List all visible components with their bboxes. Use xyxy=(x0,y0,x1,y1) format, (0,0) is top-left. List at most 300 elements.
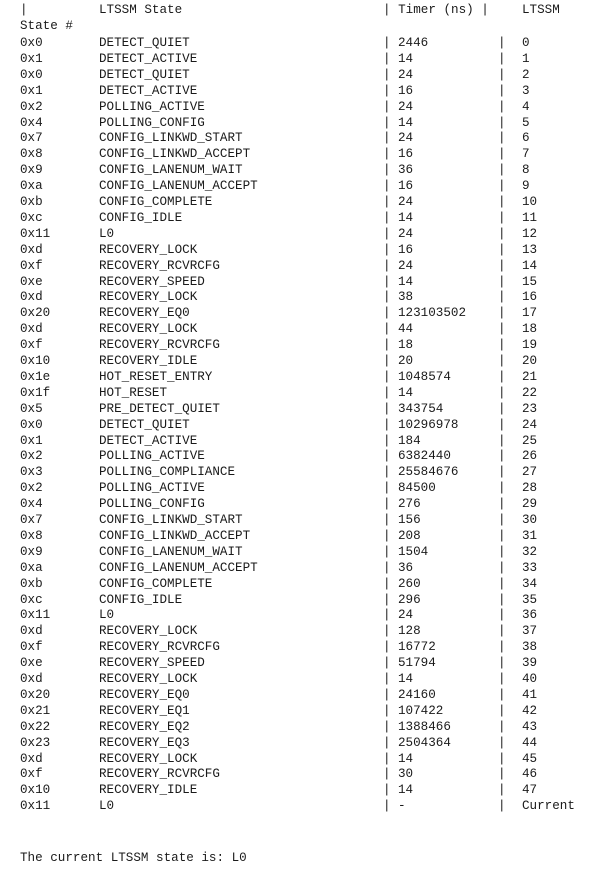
ltssm-index-cell: 16 xyxy=(522,290,538,305)
ltssm-state-cell: L0 xyxy=(99,226,115,241)
ltssm-index-cell: 0 xyxy=(522,36,530,50)
timer-cell: 1504 xyxy=(398,544,429,559)
ltssm-index-cell: 39 xyxy=(522,656,538,671)
ltssm-state-cell: POLLING_CONFIG xyxy=(99,115,205,130)
state-cell: 0x1f xyxy=(20,385,51,400)
state-cell: 0x11 xyxy=(20,226,51,241)
column-separator: | xyxy=(498,735,506,750)
column-separator: | xyxy=(383,51,391,66)
timer-cell: 24 xyxy=(398,608,414,623)
column-separator: | xyxy=(498,179,506,194)
ltssm-index-cell: 43 xyxy=(522,719,538,734)
timer-cell: 24 xyxy=(398,226,414,241)
state-cell: 0xd xyxy=(20,672,43,686)
ltssm-state-cell: RECOVERY_EQ1 xyxy=(99,703,190,718)
timer-cell: 16772 xyxy=(398,640,436,655)
state-cell: 0x10 xyxy=(20,354,51,368)
column-separator: | xyxy=(498,528,506,543)
column-separator: | xyxy=(498,147,506,162)
column-separator: | xyxy=(383,497,391,512)
ltssm-state-cell: RECOVERY_LOCK xyxy=(99,242,198,257)
ltssm-state-cell: DETECT_ACTIVE xyxy=(99,433,198,448)
column-separator: | xyxy=(383,115,391,130)
state-cell: 0x2 xyxy=(20,449,43,464)
column-separator: | xyxy=(498,306,506,321)
column-separator: | xyxy=(498,322,506,337)
ltssm-index-cell: 31 xyxy=(522,528,538,543)
column-separator: | xyxy=(498,576,506,591)
ltssm-index-cell: 47 xyxy=(522,783,538,798)
ltssm-state-cell: RECOVERY_IDLE xyxy=(99,354,198,368)
column-separator: | xyxy=(498,385,506,400)
state-cell: 0x11 xyxy=(20,608,51,623)
state-cell: 0x10 xyxy=(20,783,51,798)
column-separator: | xyxy=(383,560,391,575)
ltssm-index-cell: 36 xyxy=(522,608,538,623)
column-separator: | xyxy=(383,258,391,273)
state-cell: 0x1e xyxy=(20,369,51,384)
column-separator: | xyxy=(383,767,391,782)
ltssm-state-cell: RECOVERY_RCVRCFG xyxy=(99,640,220,655)
state-cell: 0xb xyxy=(20,576,43,591)
column-separator: | xyxy=(383,735,391,750)
ltssm-index-cell: 46 xyxy=(522,767,538,782)
column-separator: | xyxy=(383,544,391,559)
timer-cell: 1388466 xyxy=(398,719,451,734)
ltssm-index-cell: 11 xyxy=(522,210,538,225)
state-cell: 0x5 xyxy=(20,401,43,416)
state-cell: 0x22 xyxy=(20,719,51,734)
state-cell: 0xe xyxy=(20,274,43,289)
column-separator: | xyxy=(383,465,391,480)
state-cell: 0x0 xyxy=(20,67,43,82)
column-separator: | xyxy=(498,242,506,257)
column-separator: | xyxy=(498,767,506,782)
state-cell: 0xf xyxy=(20,640,43,655)
column-separator: | xyxy=(383,528,391,543)
state-cell: 0xf xyxy=(20,258,43,273)
ltssm-state-cell: CONFIG_LINKWD_ACCEPT xyxy=(99,147,251,162)
column-separator: | xyxy=(383,210,391,225)
column-separator: | xyxy=(383,449,391,464)
ltssm-index-cell: 40 xyxy=(522,672,538,686)
column-separator: | xyxy=(498,274,506,289)
column-separator: | xyxy=(383,322,391,337)
ltssm-state-cell: CONFIG_LANENUM_ACCEPT xyxy=(99,179,258,194)
ltssm-state-cell: RECOVERY_IDLE xyxy=(99,783,198,798)
ltssm-state-cell: L0 xyxy=(99,799,115,814)
column-separator: | xyxy=(383,640,391,655)
state-cell: 0xd xyxy=(20,751,43,766)
state-cell: 0x20 xyxy=(20,687,51,702)
ltssm-state-cell: RECOVERY_LOCK xyxy=(99,322,198,337)
timer-cell: 36 xyxy=(398,163,414,178)
column-separator: | xyxy=(498,163,506,178)
state-cell: 0xa xyxy=(20,560,43,575)
timer-cell: 24 xyxy=(398,258,414,273)
ltssm-index-cell: 45 xyxy=(522,751,538,766)
column-separator: | xyxy=(498,560,506,575)
state-cell: 0xa xyxy=(20,179,43,194)
state-cell: 0x7 xyxy=(20,131,43,146)
column-separator: | xyxy=(383,83,391,98)
column-separator: | xyxy=(383,513,391,527)
timer-cell: 16 xyxy=(398,179,414,194)
column-separator: | xyxy=(498,131,506,146)
ltssm-state-cell: POLLING_ACTIVE xyxy=(99,99,205,114)
timer-cell: 128 xyxy=(398,624,421,639)
timer-cell: 208 xyxy=(398,528,421,543)
state-cell: 0x11 xyxy=(20,799,51,814)
ltssm-index-cell: 2 xyxy=(522,67,530,82)
column-separator: | xyxy=(498,354,506,368)
column-separator: | xyxy=(383,385,391,400)
column-separator: | xyxy=(498,656,506,671)
column-separator: | xyxy=(383,163,391,178)
state-cell: 0xb xyxy=(20,195,43,209)
ltssm-state-cell: CONFIG_IDLE xyxy=(99,592,183,607)
ltssm-index-cell: 21 xyxy=(522,369,538,384)
timer-cell: 14 xyxy=(398,672,414,686)
timer-cell: 24 xyxy=(398,195,414,209)
column-separator: | xyxy=(383,67,391,82)
column-separator: | xyxy=(383,354,391,368)
header-state-number: State # xyxy=(20,19,73,33)
ltssm-state-cell: RECOVERY_RCVRCFG xyxy=(99,258,220,273)
state-cell: 0xd xyxy=(20,290,43,305)
column-separator: | xyxy=(383,290,391,305)
ltssm-index-cell: 3 xyxy=(522,83,530,98)
ltssm-state-cell: L0 xyxy=(99,608,115,623)
ltssm-index-cell: 23 xyxy=(522,401,538,416)
ltssm-index-cell: 18 xyxy=(522,322,538,337)
ltssm-index-cell: 42 xyxy=(522,703,538,718)
column-separator: | xyxy=(383,751,391,766)
column-separator: | xyxy=(498,544,506,559)
state-cell: 0x4 xyxy=(20,115,43,130)
ltssm-state-cell: POLLING_COMPLIANCE xyxy=(99,465,236,480)
column-separator: | xyxy=(498,290,506,305)
ltssm-state-cell: RECOVERY_EQ2 xyxy=(99,719,190,734)
ltssm-index-cell: 38 xyxy=(522,640,538,655)
ltssm-index-cell: 37 xyxy=(522,624,538,639)
table-header xyxy=(0,2,560,18)
timer-cell: 16 xyxy=(398,147,414,162)
ltssm-index-cell: 9 xyxy=(522,179,530,194)
ltssm-state-cell: RECOVERY_RCVRCFG xyxy=(99,767,220,782)
column-separator: | xyxy=(498,51,506,66)
timer-cell: 14 xyxy=(398,210,414,225)
ltssm-state-cell: RECOVERY_SPEED xyxy=(99,274,205,289)
timer-cell: 14 xyxy=(398,385,414,400)
timer-cell: 260 xyxy=(398,576,421,591)
column-separator: | xyxy=(383,274,391,289)
timer-cell: - xyxy=(398,799,406,814)
ltssm-state-cell: PRE_DETECT_QUIET xyxy=(99,401,220,416)
header-ltssm-index: LTSSM xyxy=(522,3,560,17)
ltssm-index-cell: 44 xyxy=(522,735,538,750)
ltssm-index-cell: 7 xyxy=(522,147,530,162)
ltssm-index-cell: 29 xyxy=(522,497,538,512)
ltssm-index-cell: 13 xyxy=(522,242,538,257)
timer-cell: 14 xyxy=(398,115,414,130)
column-separator: | xyxy=(498,751,506,766)
timer-cell: 296 xyxy=(398,592,421,607)
header-ltssm-state: LTSSM State xyxy=(99,3,183,17)
column-separator: | xyxy=(383,799,391,814)
column-separator: | xyxy=(383,306,391,321)
column-separator: | xyxy=(383,401,391,416)
timer-cell: 51794 xyxy=(398,656,436,671)
column-separator: | xyxy=(498,640,506,655)
ltssm-index-cell: 35 xyxy=(522,592,538,607)
ltssm-index-cell: 14 xyxy=(522,258,538,273)
timer-cell: 84500 xyxy=(398,481,436,496)
state-cell: 0x8 xyxy=(20,147,43,162)
column-separator: | xyxy=(383,672,391,686)
column-separator: | xyxy=(383,147,391,162)
state-cell: 0xf xyxy=(20,767,43,782)
column-separator: | xyxy=(498,226,506,241)
ltssm-index-cell: 1 xyxy=(522,51,530,66)
column-separator: | xyxy=(498,497,506,512)
column-separator: | xyxy=(498,401,506,416)
state-cell: 0x8 xyxy=(20,528,43,543)
ltssm-state-cell: RECOVERY_LOCK xyxy=(99,624,198,639)
header-bar: | xyxy=(20,3,28,17)
state-cell: 0x9 xyxy=(20,544,43,559)
ltssm-index-cell: 26 xyxy=(522,449,538,464)
column-separator: | xyxy=(383,338,391,353)
column-separator: | xyxy=(498,592,506,607)
state-cell: 0x21 xyxy=(20,703,51,718)
ltssm-index-cell: 32 xyxy=(522,544,538,559)
column-separator: | xyxy=(498,608,506,623)
state-cell: 0x2 xyxy=(20,99,43,114)
table-header-row2 xyxy=(0,18,73,34)
ltssm-index-cell: 28 xyxy=(522,481,538,496)
ltssm-state-cell: DETECT_ACTIVE xyxy=(99,83,198,98)
timer-cell: 343754 xyxy=(398,401,444,416)
state-cell: 0x0 xyxy=(20,36,43,50)
timer-cell: 156 xyxy=(398,513,421,527)
state-cell: 0xe xyxy=(20,656,43,671)
ltssm-index-cell: 34 xyxy=(522,576,538,591)
ltssm-state-cell: DETECT_QUIET xyxy=(99,36,190,50)
ltssm-state-cell: CONFIG_LANENUM_WAIT xyxy=(99,544,243,559)
state-cell: 0x20 xyxy=(20,306,51,321)
state-cell: 0x0 xyxy=(20,417,43,432)
column-separator: | xyxy=(498,624,506,639)
timer-cell: 14 xyxy=(398,751,414,766)
state-cell: 0x1 xyxy=(20,433,43,448)
column-separator: | xyxy=(498,369,506,384)
state-cell: 0xd xyxy=(20,242,43,257)
column-separator: | xyxy=(383,417,391,432)
column-separator: | xyxy=(383,719,391,734)
column-separator: | xyxy=(383,179,391,194)
ltssm-state-cell: DETECT_QUIET xyxy=(99,67,190,82)
ltssm-index-cell: 20 xyxy=(522,354,538,368)
timer-cell: 44 xyxy=(398,322,414,337)
column-separator: | xyxy=(498,703,506,718)
timer-cell: 123103502 xyxy=(398,306,467,321)
state-cell: 0x23 xyxy=(20,735,51,750)
column-separator: | xyxy=(498,99,506,114)
timer-cell: 18 xyxy=(398,338,414,353)
column-separator: | xyxy=(383,433,391,448)
timer-cell: 1048574 xyxy=(398,369,451,384)
ltssm-state-cell: RECOVERY_RCVRCFG xyxy=(99,338,220,353)
timer-cell: 30 xyxy=(398,767,414,782)
timer-cell: 14 xyxy=(398,783,414,798)
state-cell: 0xc xyxy=(20,210,43,225)
column-separator: | xyxy=(383,576,391,591)
ltssm-index-cell: 8 xyxy=(522,163,530,178)
ltssm-state-cell: RECOVERY_LOCK xyxy=(99,751,198,766)
state-cell: 0xd xyxy=(20,624,43,639)
ltssm-state-cell: CONFIG_LINKWD_START xyxy=(99,513,243,527)
column-separator: | xyxy=(383,226,391,241)
ltssm-state-cell: CONFIG_LANENUM_ACCEPT xyxy=(99,560,258,575)
ltssm-state-cell: RECOVERY_EQ0 xyxy=(99,687,190,702)
ltssm-index-cell: 5 xyxy=(522,115,530,130)
ltssm-state-cell: DETECT_ACTIVE xyxy=(99,51,198,66)
timer-cell: 14 xyxy=(398,51,414,66)
timer-cell: 14 xyxy=(398,274,414,289)
column-separator: | xyxy=(383,656,391,671)
ltssm-state-cell: HOT_RESET_ENTRY xyxy=(99,369,213,384)
timer-cell: 10296978 xyxy=(398,417,459,432)
column-separator: | xyxy=(498,195,506,209)
timer-cell: 25584676 xyxy=(398,465,459,480)
column-separator: | xyxy=(383,687,391,702)
timer-cell: 24 xyxy=(398,99,414,114)
ltssm-state-cell: CONFIG_COMPLETE xyxy=(99,195,213,209)
column-separator: | xyxy=(498,449,506,464)
ltssm-state-cell: POLLING_CONFIG xyxy=(99,497,205,512)
ltssm-state-cell: RECOVERY_EQ0 xyxy=(99,306,190,321)
column-separator: | xyxy=(498,67,506,82)
ltssm-state-cell: CONFIG_COMPLETE xyxy=(99,576,213,591)
ltssm-index-cell: 17 xyxy=(522,306,538,321)
column-separator: | xyxy=(383,703,391,718)
ltssm-state-cell: CONFIG_LINKWD_ACCEPT xyxy=(99,528,251,543)
ltssm-index-cell: 4 xyxy=(522,99,530,114)
header-timer: | Timer (ns) | xyxy=(383,3,489,17)
timer-cell: 6382440 xyxy=(398,449,451,464)
column-separator: | xyxy=(383,131,391,146)
state-cell: 0x1 xyxy=(20,51,43,66)
timer-cell: 16 xyxy=(398,242,414,257)
column-separator: | xyxy=(498,687,506,702)
column-separator: | xyxy=(498,36,506,50)
timer-cell: 38 xyxy=(398,290,414,305)
ltssm-index-cell: 10 xyxy=(522,195,538,209)
timer-cell: 20 xyxy=(398,354,414,368)
state-cell: 0x7 xyxy=(20,513,43,527)
column-separator: | xyxy=(498,258,506,273)
column-separator: | xyxy=(498,465,506,480)
column-separator: | xyxy=(498,513,506,527)
ltssm-index-cell: 6 xyxy=(522,131,530,146)
ltssm-state-cell: POLLING_ACTIVE xyxy=(99,481,205,496)
ltssm-index-cell: 24 xyxy=(522,417,538,432)
column-separator: | xyxy=(383,592,391,607)
ltssm-index-cell: 12 xyxy=(522,226,538,241)
state-cell: 0x1 xyxy=(20,83,43,98)
column-separator: | xyxy=(383,195,391,209)
column-separator: | xyxy=(498,799,506,814)
state-cell: 0xc xyxy=(20,592,43,607)
timer-cell: 24 xyxy=(398,131,414,146)
ltssm-index-cell: 30 xyxy=(522,513,538,527)
ltssm-index-cell: 19 xyxy=(522,338,538,353)
state-cell: 0x4 xyxy=(20,497,43,512)
timer-cell: 24 xyxy=(398,67,414,82)
column-separator: | xyxy=(383,36,391,50)
column-separator: | xyxy=(383,242,391,257)
ltssm-state-cell: RECOVERY_EQ3 xyxy=(99,735,190,750)
column-separator: | xyxy=(498,783,506,798)
timer-cell: 24160 xyxy=(398,687,436,702)
column-separator: | xyxy=(498,417,506,432)
state-cell: 0xd xyxy=(20,322,43,337)
ltssm-index-cell: 33 xyxy=(522,560,538,575)
timer-cell: 2504364 xyxy=(398,735,451,750)
column-separator: | xyxy=(383,624,391,639)
column-separator: | xyxy=(498,433,506,448)
column-separator: | xyxy=(498,672,506,686)
ltssm-state-cell: POLLING_ACTIVE xyxy=(99,449,205,464)
ltssm-index-cell: 22 xyxy=(522,385,538,400)
column-separator: | xyxy=(383,481,391,496)
ltssm-state-cell: RECOVERY_SPEED xyxy=(99,656,205,671)
state-cell: 0x2 xyxy=(20,481,43,496)
column-separator: | xyxy=(498,719,506,734)
ltssm-index-cell: 25 xyxy=(522,433,538,448)
ltssm-index-cell: 41 xyxy=(522,687,538,702)
timer-cell: 107422 xyxy=(398,703,444,718)
state-cell: 0x3 xyxy=(20,465,43,480)
column-separator: | xyxy=(383,369,391,384)
ltssm-state-cell: RECOVERY_LOCK xyxy=(99,672,198,686)
current-state-message: The current LTSSM state is: L0 xyxy=(20,851,247,865)
timer-cell: 184 xyxy=(398,433,421,448)
column-separator: | xyxy=(498,210,506,225)
column-separator: | xyxy=(498,338,506,353)
column-separator: | xyxy=(383,608,391,623)
column-separator: | xyxy=(383,783,391,798)
column-separator: | xyxy=(498,83,506,98)
ltssm-state-cell: HOT_RESET xyxy=(99,385,168,400)
timer-cell: 36 xyxy=(398,560,414,575)
ltssm-state-cell: CONFIG_LANENUM_WAIT xyxy=(99,163,243,178)
ltssm-index-cell: 15 xyxy=(522,274,538,289)
ltssm-state-cell: DETECT_QUIET xyxy=(99,417,190,432)
state-cell: 0x9 xyxy=(20,163,43,178)
timer-cell: 2446 xyxy=(398,36,429,50)
column-separator: | xyxy=(498,115,506,130)
column-separator: | xyxy=(498,481,506,496)
timer-cell: 16 xyxy=(398,83,414,98)
state-cell: 0xf xyxy=(20,338,43,353)
ltssm-index-cell: Current xyxy=(522,799,575,814)
ltssm-state-cell: CONFIG_IDLE xyxy=(99,210,183,225)
ltssm-state-cell: RECOVERY_LOCK xyxy=(99,290,198,305)
column-separator: | xyxy=(383,99,391,114)
ltssm-index-cell: 27 xyxy=(522,465,538,480)
